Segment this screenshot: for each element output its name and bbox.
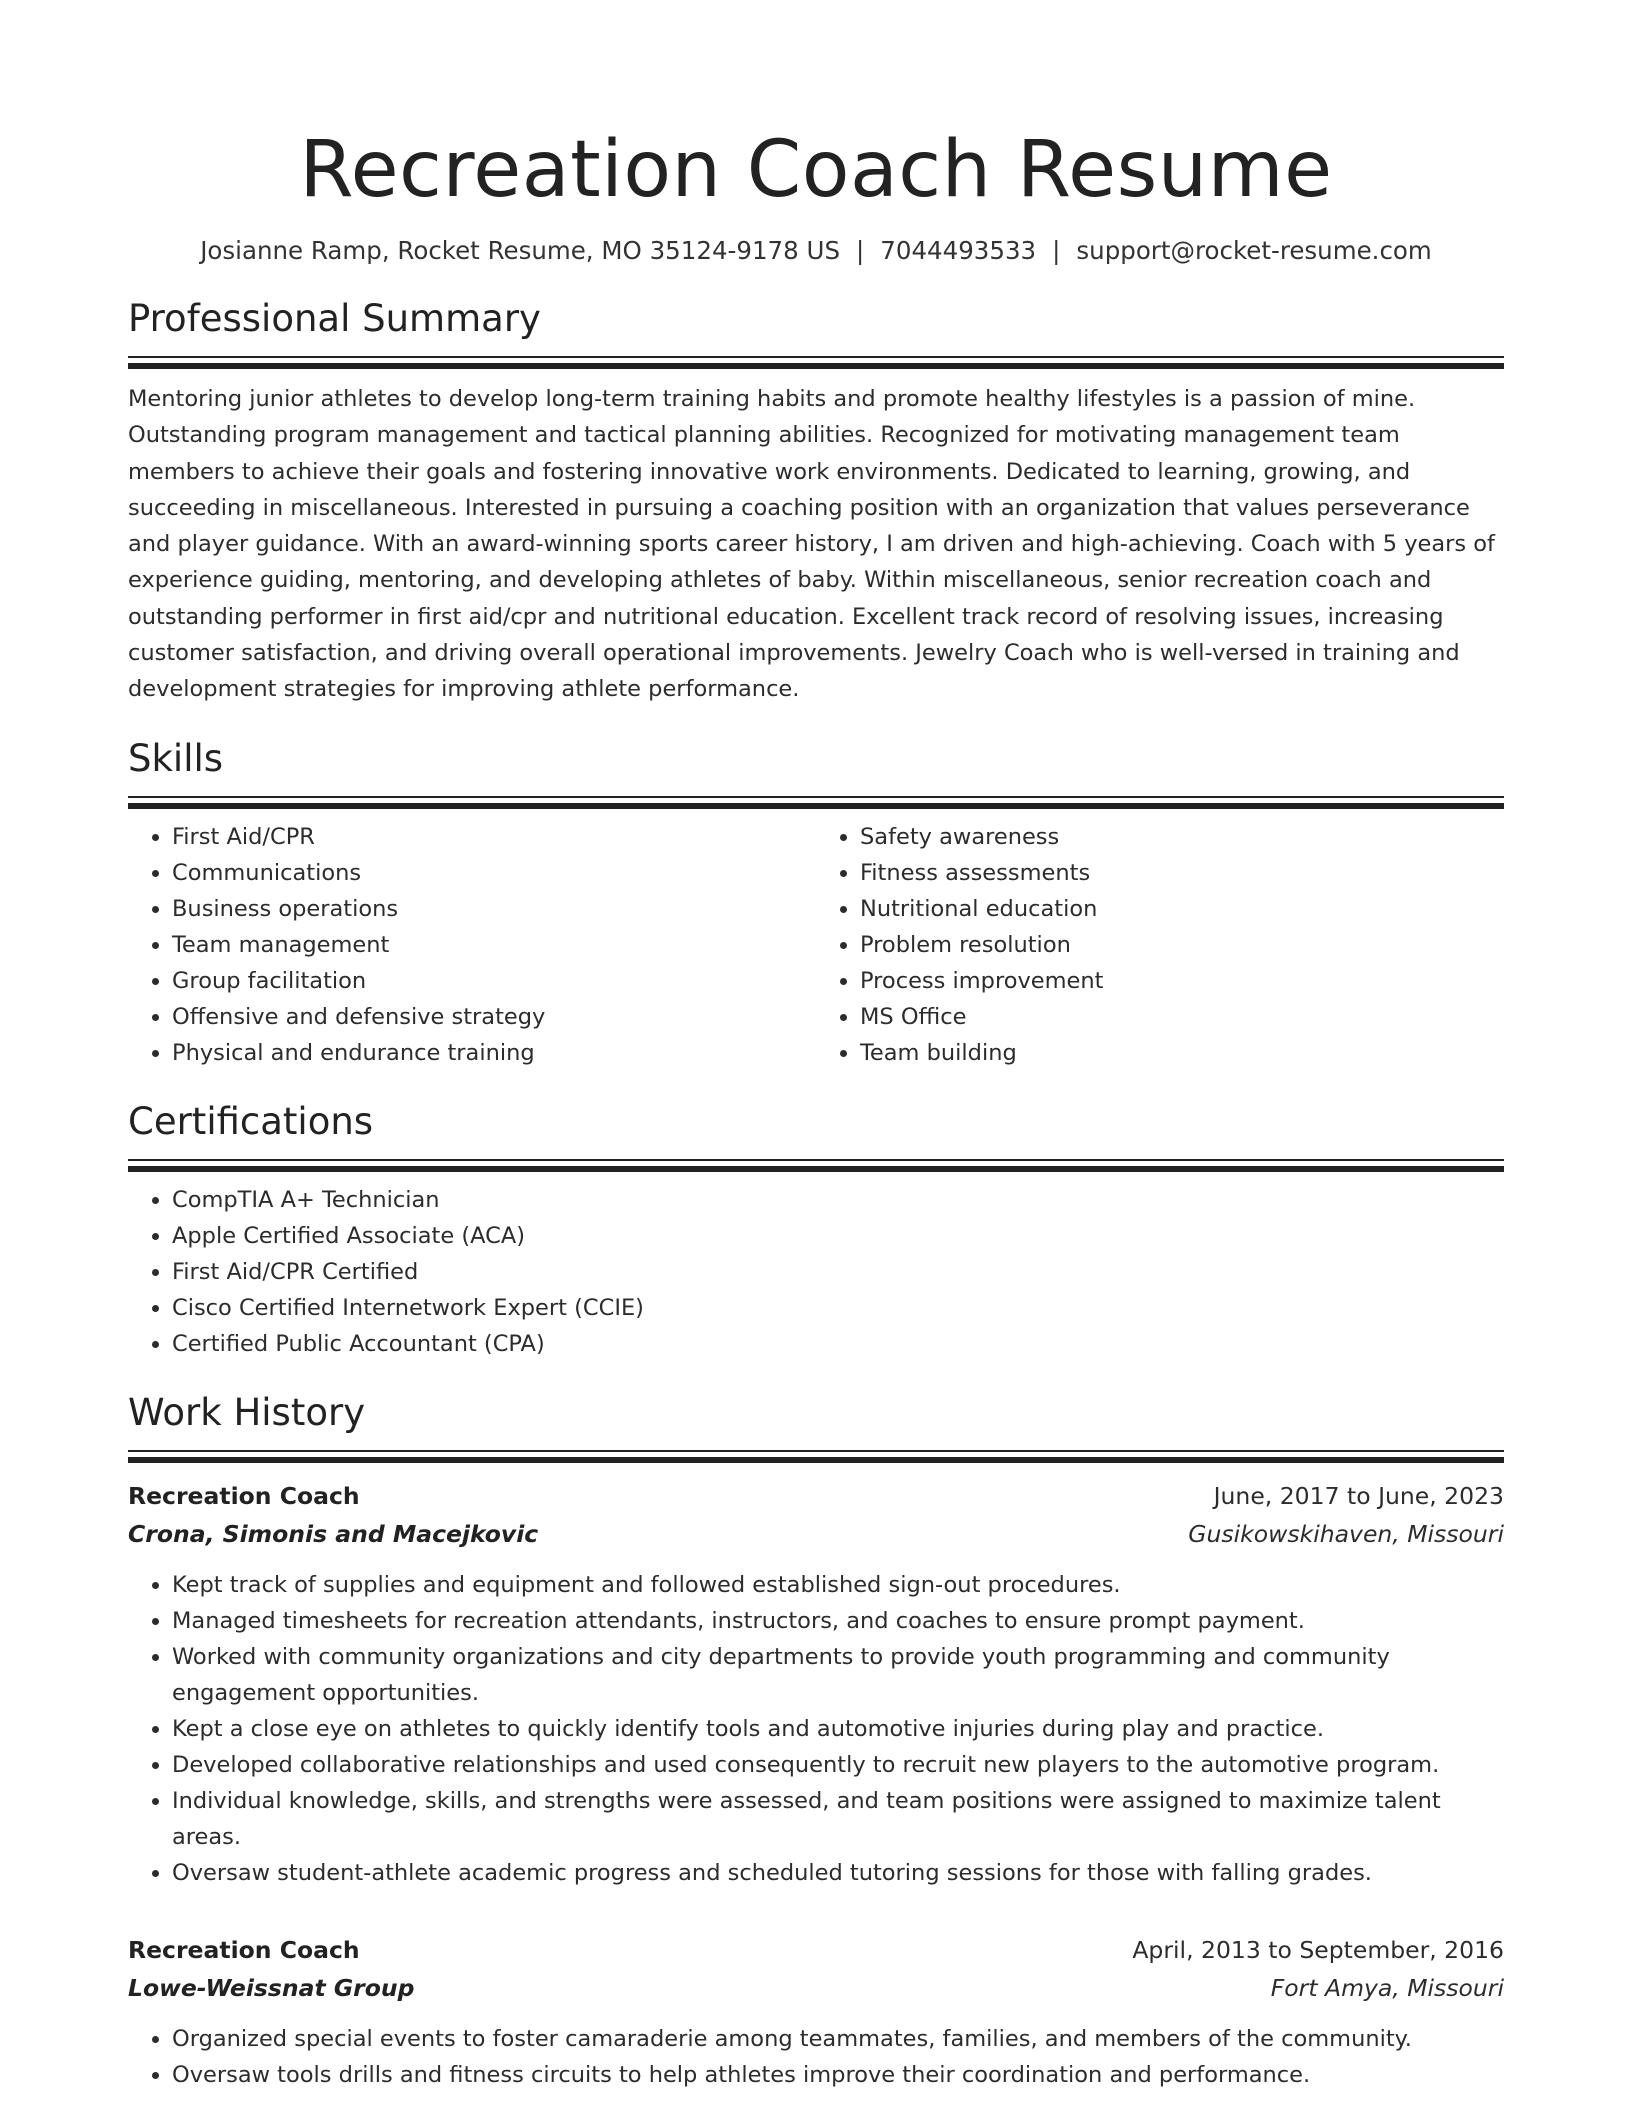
- skill-item: • Business operations: [172, 891, 816, 927]
- skill-item: • Team management: [172, 927, 816, 963]
- skills-section: [128, 736, 1504, 1071]
- contact-email: support@rocket-resume.com: [1076, 236, 1432, 265]
- contact-separator: |: [1052, 236, 1061, 265]
- contact-separator: |: [856, 236, 865, 265]
- job-location: Gusikowskihaven, Missouri: [1188, 1519, 1504, 1548]
- section-heading: Professional Summary: [128, 297, 541, 340]
- job-duty-item: • Kept a close eye on athletes to quickly identify tools and automotive injuries during play and practice.: [172, 1711, 1504, 1747]
- job-duty-item: • Oversaw tools drills and fitness circuits to help athletes improve their coordination and performance.: [172, 2057, 1504, 2093]
- skill-item: • Nutritional education: [860, 891, 1504, 927]
- section-rule-thin: [128, 1450, 1504, 1452]
- job-dates: April, 2013 to September, 2016: [1132, 1935, 1504, 1964]
- job-entry: [128, 1477, 1504, 1891]
- job-duty-item: • Managed timesheets for recreation attendants, instructors, and coaches to ensure prompt payment.: [172, 1603, 1504, 1639]
- job-company: Lowe-Weissnat Group: [128, 1973, 415, 2002]
- certification-item: • Certified Public Accountant (CPA): [172, 1326, 1504, 1362]
- contact-line: [128, 234, 1504, 268]
- job-company-row: [128, 1969, 1504, 2007]
- summary-text: Mentoring junior athletes to develop long-term training habits and promote healthy lifestyles is a passion of mine. Outstanding program management and tactical planning abilities. Recognized for motivating management team members to achieve their goals and fostering innovative work environments. Dedicated to learning, growing, and succeeding in miscellaneous. Interested in pursuing a coaching position with an organization that values perseverance and player guidance. With an award-winning sports career history, I am driven and high-achieving. Coach with 5 years of experience guiding, mentoring, and developing athletes of baby. Within miscellaneous, senior recreation coach and outstanding performer in first aid/cpr and nutritional education. Excellent track record of resolving issues, increasing customer satisfaction, and driving overall operational improvements. Jewelry Coach who is well-versed in training and development strategies for improving athlete performance.: [128, 386, 1495, 703]
- job-duty-item: • Developed collaborative relationships and used consequently to recruit new players to the automotive program.: [172, 1747, 1504, 1783]
- skill-item: • Communications: [172, 855, 816, 891]
- certification-item: • CompTIA A+ Technician: [172, 1182, 1504, 1218]
- job-title: Recreation Coach: [128, 1481, 360, 1510]
- section-heading: Certifications: [128, 1099, 374, 1143]
- skill-item: • Problem resolution: [860, 927, 1504, 963]
- job-title: Recreation Coach: [128, 1935, 360, 1964]
- contact-phone: 7044493533: [880, 236, 1037, 265]
- job-header-row: [128, 1477, 1504, 1515]
- certification-item: • First Aid/CPR Certified: [172, 1254, 1504, 1290]
- job-duties-list: [128, 1567, 1504, 1891]
- skill-item: • Safety awareness: [860, 819, 1504, 855]
- job-company: Crona, Simonis and Macejkovic: [128, 1519, 539, 1548]
- skill-item: • First Aid/CPR: [172, 819, 816, 855]
- section-heading: Work History: [128, 1390, 366, 1434]
- job-dates: June, 2017 to June, 2023: [1213, 1481, 1504, 1510]
- job-duty-item: • Kept track of supplies and equipment and followed established sign-out procedures.: [172, 1567, 1504, 1603]
- skill-item: • Team building: [860, 1035, 1504, 1071]
- skills-list-right: [816, 819, 1504, 1071]
- job-company-row: [128, 1515, 1504, 1553]
- section-heading: Skills: [128, 736, 224, 780]
- section-rule-thick: [128, 363, 1504, 369]
- job-duty-item: • Organized special events to foster camaraderie among teammates, families, and members of the community.: [172, 2021, 1504, 2057]
- certification-item: • Cisco Certified Internetwork Expert (CCIE): [172, 1290, 1504, 1326]
- section-rule-thin: [128, 356, 1504, 358]
- skill-item: • Group facilitation: [172, 963, 816, 999]
- section-rule-thick: [128, 1166, 1504, 1172]
- skill-item: • Process improvement: [860, 963, 1504, 999]
- skill-item: • Fitness assessments: [860, 855, 1504, 891]
- job-duties-list: [128, 2021, 1504, 2093]
- job-duty-item: • Oversaw student-athlete academic progress and scheduled tutoring sessions for those with falling grades.: [172, 1855, 1504, 1891]
- certification-item: • Apple Certified Associate (ACA): [172, 1218, 1504, 1254]
- professional-summary-section: [128, 296, 1504, 708]
- skills-list-left: [128, 819, 816, 1071]
- resume-title: Recreation Coach Resume: [299, 125, 1333, 215]
- skill-item: • MS Office: [860, 999, 1504, 1035]
- contact-address: Josianne Ramp, Rocket Resume, MO 35124-9178 US: [200, 236, 840, 265]
- job-duty-item: • Individual knowledge, skills, and strengths were assessed, and team positions were assigned to maximize talent areas.: [172, 1783, 1504, 1855]
- job-duty-item: • Worked with community organizations and city departments to provide youth programming and community engagement opportunities.: [172, 1639, 1504, 1711]
- certifications-list: [128, 1182, 1504, 1362]
- section-rule-thin: [128, 796, 1504, 798]
- skill-item: • Physical and endurance training: [172, 1035, 816, 1071]
- skill-item: • Offensive and defensive strategy: [172, 999, 816, 1035]
- job-entry: [128, 1931, 1504, 2093]
- job-header-row: [128, 1931, 1504, 1969]
- skills-grid: [128, 809, 1504, 1071]
- job-location: Fort Amya, Missouri: [1270, 1973, 1504, 2002]
- work-history-section: [128, 1390, 1504, 2093]
- section-rule-thin: [128, 1159, 1504, 1161]
- certifications-section: [128, 1099, 1504, 1362]
- section-rule-thick: [128, 1457, 1504, 1463]
